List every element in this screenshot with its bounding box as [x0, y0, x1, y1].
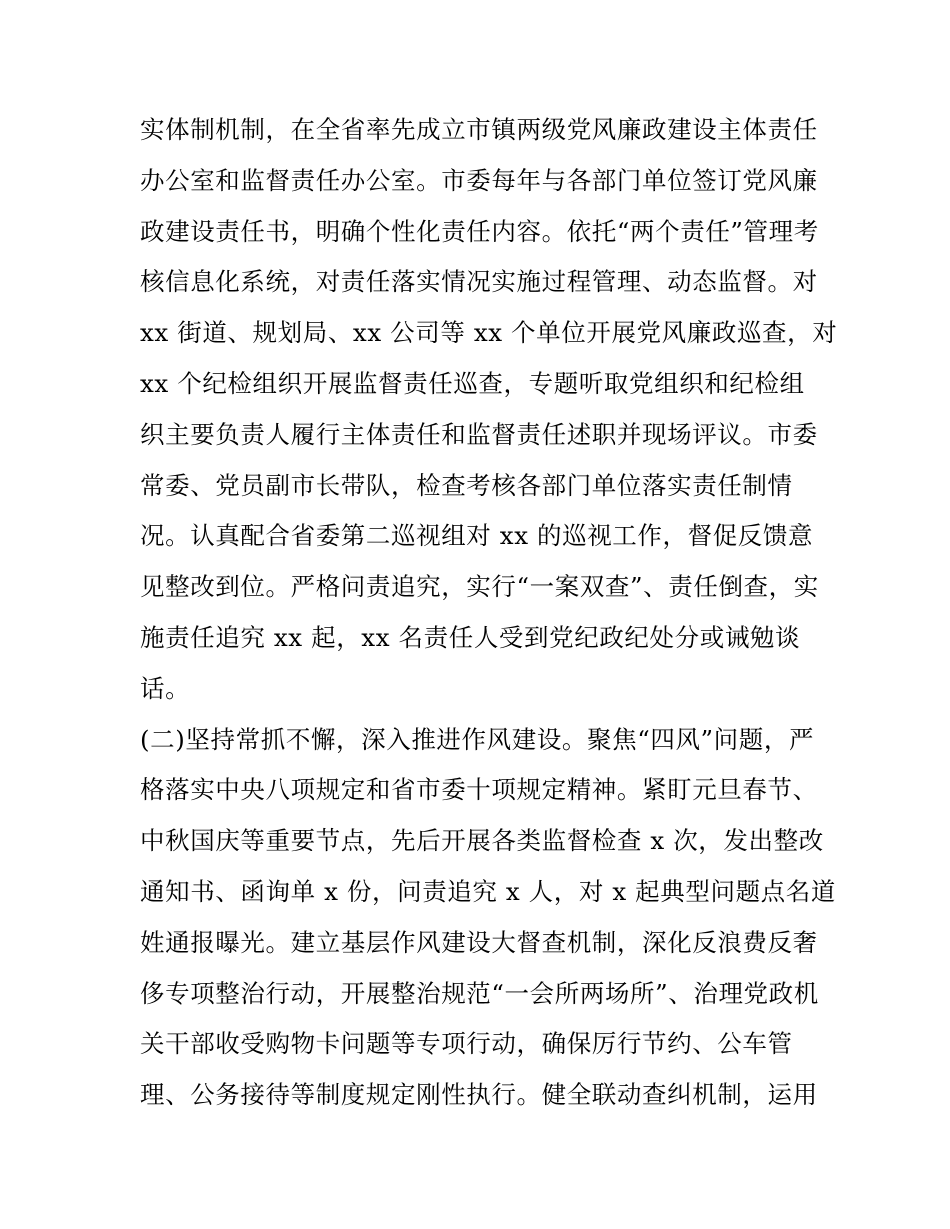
text-line: 织主要负责人履行主体责任和监督责任述职并现场评议。市委 — [140, 419, 818, 449]
text-line: 侈专项整治行动，开展整治规范“一会所两场所”、治理党政机 — [140, 978, 819, 1008]
text-line: 办公室和监督责任办公室。市委每年与各部门单位签订党风廉 — [140, 165, 818, 195]
text-line: 姓通报曝光。建立基层作风建设大督查机制，深化反浪费反奢 — [140, 927, 818, 957]
text-line: 见整改到位。严格问责追究，实行“一案双查”、责任倒查，实 — [140, 572, 819, 602]
text-line: 话。 — [140, 673, 191, 703]
text-line: 政建设责任书，明确个性化责任内容。依托“两个责任”管理考 — [140, 216, 819, 246]
text-line: 实体制机制，在全省率先成立市镇两级党风廉政建设主体责任 — [140, 115, 818, 144]
text-line: 核信息化系统，对责任落实情况实施过程管理、动态监督。对 — [140, 267, 818, 297]
text-line: 中秋国庆等重要节点，先后开展各类监督检查 x 次，发出整改 — [140, 826, 824, 856]
text-line: 理、公务接待等制度规定刚性执行。健全联动查纠机制，运用 — [140, 1080, 818, 1110]
text-line: xx 个纪检组织开展监督责任巡查，专题听取党组织和纪检组 — [140, 368, 805, 398]
text-line: 通知书、函询单 x 份，问责追究 x 人，对 x 起典型问题点名道 — [140, 876, 836, 906]
text-line: xx 街道、规划局、xx 公司等 xx 个单位开展党风廉政巡查，对 — [140, 318, 838, 348]
text-line: 关干部收受购物卡问题等专项行动，确保厉行节约、公车管 — [140, 1029, 793, 1059]
text-line: 施责任追究 xx 起，xx 名责任人受到党纪政纪处分或诫勉谈 — [140, 622, 801, 652]
body-text — [140, 105, 840, 1121]
section-heading-line: (二)坚持常抓不懈，深入推进作风建设。聚焦“四风”问题，严 — [140, 724, 815, 754]
text-line: 常委、党员副市长带队，检查考核各部门单位落实责任制情 — [140, 470, 793, 500]
text-line: 况。认真配合省委第二巡视组对 xx 的巡视工作，督促反馈意 — [140, 521, 814, 551]
text-line: 格落实中央八项规定和省市委十项规定精神。紧盯元旦春节、 — [140, 775, 818, 805]
